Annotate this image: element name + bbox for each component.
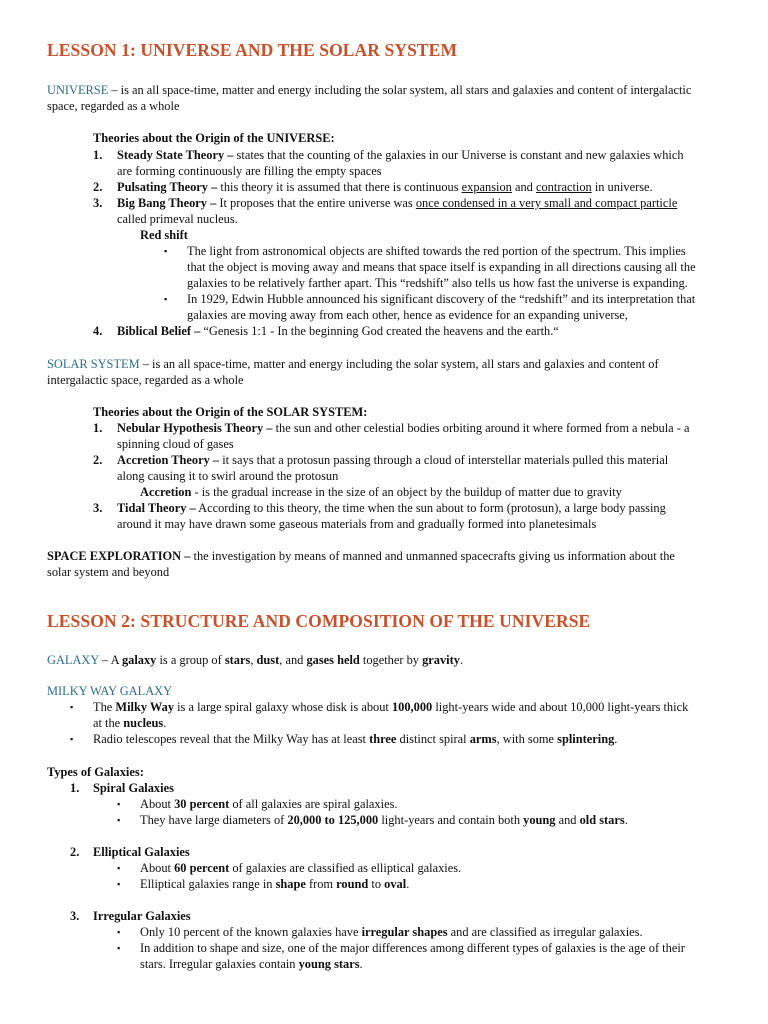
solar-system-definition: SOLAR SYSTEM – is an all space-time, matter and energy including the solar system, all stars and galaxies and content of intergalactic space, regarded as a whole — [47, 357, 659, 387]
solar-theories-heading: Theories about the Origin of the SOLAR SYSTEM: — [93, 405, 368, 419]
theory-nebular: Nebular Hypothesis Theory – the sun and other celestial bodies orbiting around it where formed from a nebula - a spinning cloud of gases — [117, 421, 690, 451]
list-number: 4. — [93, 324, 103, 338]
lesson-2-title: LESSON 2: STRUCTURE AND COMPOSITION OF THE UNIVERSE — [47, 611, 591, 631]
theory-tidal: Tidal Theory – According to this theory, the time when the sun about to form (protosun), a large body passing around it may have drawn some gaseous materials from and gradually formed into planetesimals — [117, 501, 666, 531]
irregular-bullet-1: Only 10 percent of the known galaxies have irregular shapes and are classified as irregular galaxies. — [140, 925, 643, 939]
milky-way-bullet-2: Radio telescopes reveal that the Milky Way has at least three distinct spiral arms, with some splintering. — [93, 732, 618, 746]
universe-definition: UNIVERSE – is an all space-time, matter and energy including the solar system, all stars and galaxies and content of intergalactic space, regarded as a whole — [47, 83, 692, 113]
redshift-bullet-1: The light from astronomical objects are shifted towards the red portion of the spectrum. This implies that the object is moving away and means that space itself is expanding in all directions causing all the galaxies to be relatively farther apart. This “redshift” also tells us how fast the universe is expanding. — [187, 244, 696, 290]
lesson-1-title: LESSON 1: UNIVERSE AND THE SOLAR SYSTEM — [47, 40, 458, 60]
theory-biblical: Biblical Belief – “Genesis 1:1 - In the beginning God created the heavens and the earth.“ — [117, 324, 559, 338]
list-number: 3. — [70, 909, 80, 923]
bullet-icon: ▪ — [70, 702, 74, 712]
redshift-bullet-2: In 1929, Edwin Hubble announced his significant discovery of the “redshift” and its interpretation that galaxies are moving away from each other, hence as evidence for an expanding universe, — [187, 292, 696, 322]
bullet-icon: ▪ — [70, 734, 74, 744]
theory-big-bang: Big Bang Theory – It proposes that the entire universe was once condensed in a very small and compact particle called primeval nucleus. — [117, 196, 678, 226]
bullet-icon: ▪ — [117, 799, 121, 809]
universe-theories-heading: Theories about the Origin of the UNIVERSE: — [93, 131, 335, 145]
theory-pulsating: Pulsating Theory – this theory it is assumed that there is continuous expansion and contraction in universe. — [117, 180, 653, 194]
list-number: 2. — [93, 453, 103, 467]
space-exploration-definition: SPACE EXPLORATION – the investigation by means of manned and unmanned spacecrafts giving us information about the solar system and beyond — [47, 549, 675, 579]
bullet-icon: ▪ — [164, 294, 168, 304]
accretion-definition: Accretion - is the gradual increase in the size of an object by the buildup of matter due to gravity — [140, 485, 622, 499]
milky-way-bullet-1: The Milky Way is a large spiral galaxy whose disk is about 100,000 light-years wide and about 10,000 light-years thick at the nucleus. — [93, 700, 689, 730]
galaxy-term: GALAXY — [47, 653, 99, 667]
galaxy-definition: GALAXY – A galaxy is a group of stars, dust, and gases held together by gravity. — [47, 653, 464, 667]
bullet-icon: ▪ — [117, 863, 121, 873]
list-number: 1. — [93, 148, 103, 162]
elliptical-bullet-1: About 60 percent of galaxies are classified as elliptical galaxies. — [140, 861, 462, 875]
redshift-heading: Red shift — [140, 228, 188, 242]
elliptical-bullet-2: Elliptical galaxies range in shape from round to oval. — [140, 877, 410, 891]
elliptical-galaxies-heading: Elliptical Galaxies — [93, 845, 190, 859]
list-number: 3. — [93, 196, 103, 210]
irregular-bullet-2: In addition to shape and size, one of the major differences among different types of galaxies is the age of their stars. Irregular galaxies contain young stars. — [140, 941, 685, 971]
types-heading: Types of Galaxies: — [47, 765, 144, 779]
theory-accretion: Accretion Theory – it says that a protosun passing through a cloud of interstellar materials pulled this material along causing it to swirl around the protosun — [117, 453, 669, 483]
list-number: 1. — [70, 781, 80, 795]
spiral-bullet-1: About 30 percent of all galaxies are spiral galaxies. — [140, 797, 398, 811]
spiral-galaxies-heading: Spiral Galaxies — [93, 781, 174, 795]
list-number: 2. — [70, 845, 80, 859]
milky-way-heading: MILKY WAY GALAXY — [47, 684, 173, 698]
solar-system-term: SOLAR SYSTEM — [47, 357, 140, 371]
spiral-bullet-2: They have large diameters of 20,000 to 125,000 light-years and contain both young and old stars. — [140, 813, 628, 827]
universe-term: UNIVERSE — [47, 83, 109, 97]
list-number: 2. — [93, 180, 103, 194]
bullet-icon: ▪ — [117, 815, 121, 825]
irregular-galaxies-heading: Irregular Galaxies — [93, 909, 191, 923]
bullet-icon: ▪ — [117, 943, 121, 953]
list-number: 1. — [93, 421, 103, 435]
bullet-icon: ▪ — [117, 879, 121, 889]
theory-steady-state: Steady State Theory – states that the counting of the galaxies in our Universe is constant and new galaxies which are forming continuously are filling the empty spaces — [117, 148, 684, 178]
bullet-icon: ▪ — [164, 246, 168, 256]
bullet-icon: ▪ — [117, 927, 121, 937]
list-number: 3. — [93, 501, 103, 515]
